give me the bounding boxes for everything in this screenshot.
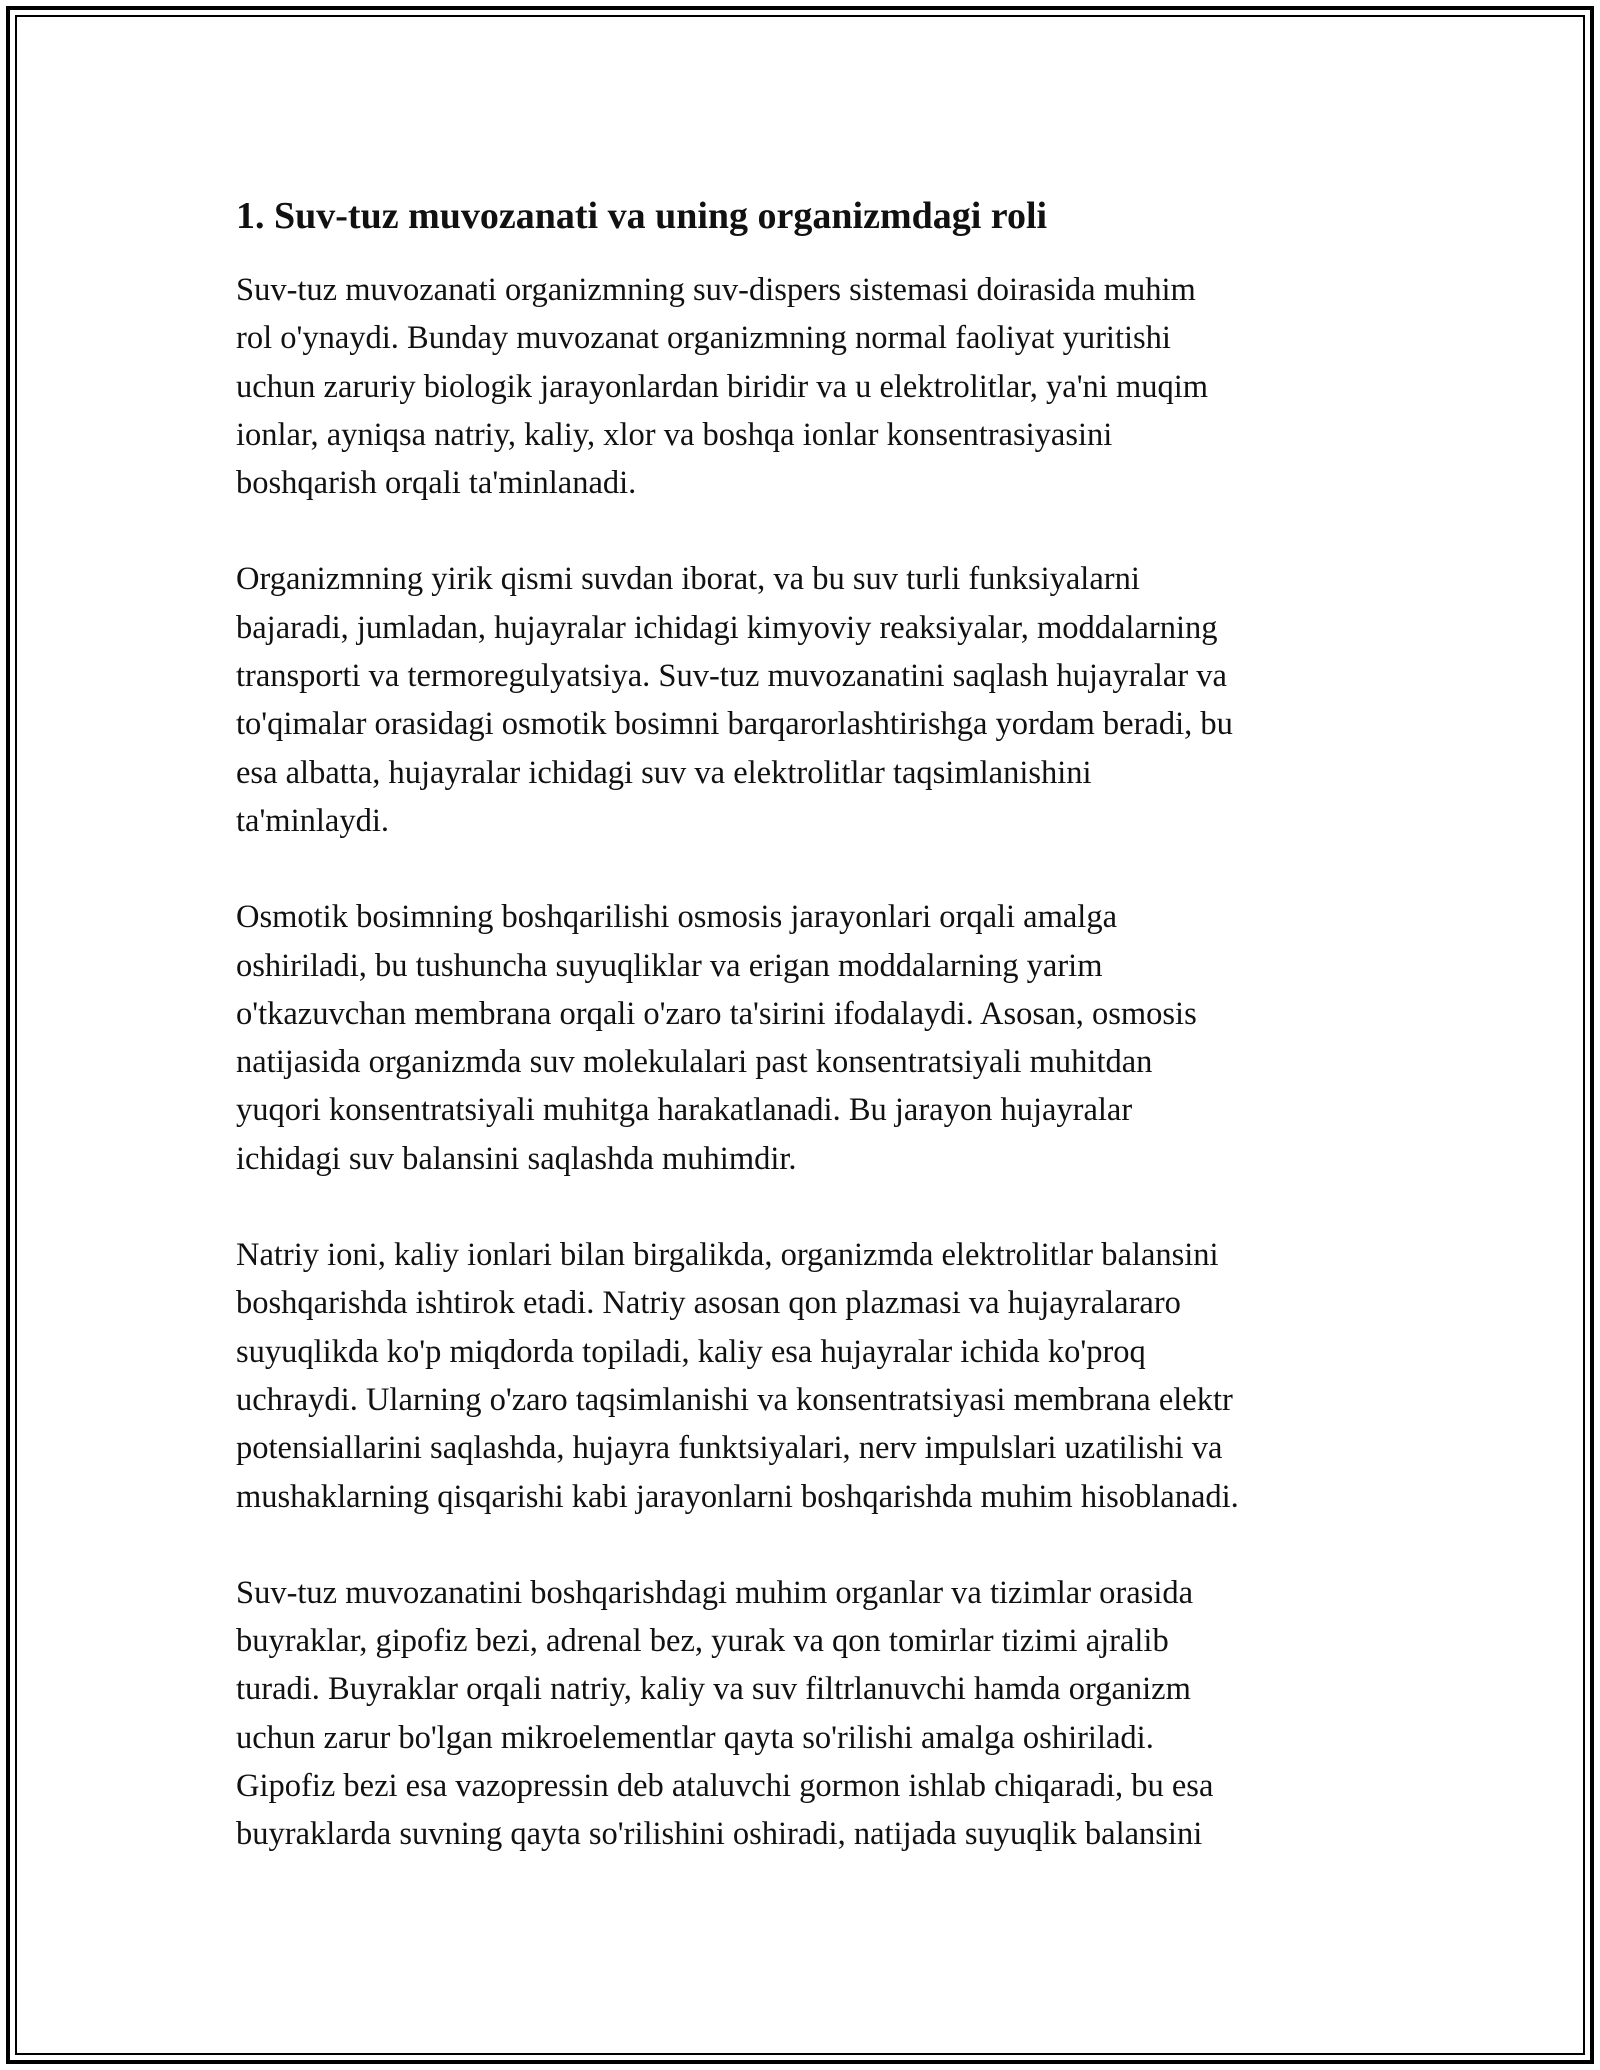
- text-line: uchun zaruriy biologik jarayonlardan biridir va u elektrolitlar, ya'ni muqim: [236, 368, 1209, 405]
- text-line: boshqarishda ishtirok etadi. Natriy asosan qon plazmasi va hujayralararo: [236, 1285, 1181, 1322]
- text-line: turadi. Buyraklar orqali natriy, kaliy va suv filtrlanuvchi hamda organizm: [236, 1671, 1191, 1708]
- text-line: transporti va termoregulyatsiya. Suv-tuz muvozanatini saqlash hujayralar va: [236, 658, 1227, 695]
- paragraph: [236, 266, 1386, 507]
- text-line: natijasida organizmda suv molekulalari past konsentratsiyali muhitdan: [236, 1044, 1153, 1081]
- text-line: Organizmning yirik qismi suvdan iborat, va bu suv turli funksiyalarni: [236, 561, 1140, 598]
- text-line: potensiallarini saqlashda, hujayra funktsiyalari, nerv impulslari uzatilishi va: [236, 1430, 1223, 1467]
- text-line: esa albatta, hujayralar ichidagi suv va elektrolitlar taqsimlanishini: [236, 754, 1092, 791]
- text-line: oshiriladi, bu tushuncha suyuqliklar va erigan moddalarning yarim: [236, 947, 1103, 984]
- text-line: ta'minlaydi.: [236, 802, 389, 839]
- paragraph: [236, 1231, 1386, 1521]
- paragraph: [236, 1569, 1386, 1859]
- paragraph: [236, 555, 1386, 845]
- document-body: [236, 188, 1386, 1907]
- text-line: Osmotik bosimning boshqarilishi osmosis jarayonlari orqali amalga: [236, 899, 1118, 936]
- text-line: to'qimalar orasidagi osmotik bosimni barqarorlashtirishga yordam beradi, bu: [236, 706, 1233, 743]
- paragraph: [236, 893, 1386, 1183]
- text-line: yuqori konsentratsiyali muhitga harakatlanadi. Bu jarayon hujayralar: [236, 1092, 1133, 1129]
- text-line: Suv-tuz muvozanati organizmning suv-dispers sistemasi doirasida muhim: [236, 272, 1196, 308]
- text-line: mushaklarning qisqarishi kabi jarayonlarni boshqarishda muhim hisoblanadi.: [236, 1478, 1239, 1515]
- text-line: uchun zarur bo'lgan mikroelementlar qayta so'rilishi amalga oshiriladi.: [236, 1719, 1154, 1756]
- text-line: rol o'ynaydi. Bunday muvozanat organizmning normal faoliyat yuritishi: [236, 320, 1171, 357]
- text-line: o'tkazuvchan membrana orqali o'zaro ta'sirini ifodalaydi. Asosan, osmosis: [236, 995, 1197, 1032]
- text-line: suyuqlikda ko'p miqdorda topiladi, kaliy esa hujayralar ichida ko'proq: [236, 1333, 1146, 1370]
- text-line: bajaradi, jumladan, hujayralar ichidagi kimyoviy reaksiyalar, moddalarning: [236, 609, 1218, 646]
- text-line: Natriy ioni, kaliy ionlari bilan birgalikda, organizmda elektrolitlar balansini: [236, 1237, 1219, 1274]
- text-line: ichidagi suv balansini saqlashda muhimdir.: [236, 1140, 797, 1177]
- text-line: buyraklarda suvning qayta so'rilishini oshiradi, natijada suyuqlik balansini: [236, 1816, 1203, 1853]
- text-line: Gipofiz bezi esa vazopressin deb ataluvchi gormon ishlab chiqaradi, bu esa: [236, 1768, 1214, 1805]
- section-heading: 1. Suv-tuz muvozanati va uning organizmdagi roli: [236, 195, 1048, 237]
- text-line: uchraydi. Ularning o'zaro taqsimlanishi va konsentratsiyasi membrana elektr: [236, 1381, 1233, 1418]
- text-line: buyraklar, gipofiz bezi, adrenal bez, yurak va qon tomirlar tizimi ajralib: [236, 1623, 1169, 1660]
- text-line: boshqarish orqali ta'minlanadi.: [236, 465, 637, 502]
- text-line: ionlar, ayniqsa natriy, kaliy, xlor va boshqa ionlar konsentrasiyasini: [236, 416, 1113, 453]
- text-line: Suv-tuz muvozanatini boshqarishdagi muhim organlar va tizimlar orasida: [236, 1574, 1194, 1611]
